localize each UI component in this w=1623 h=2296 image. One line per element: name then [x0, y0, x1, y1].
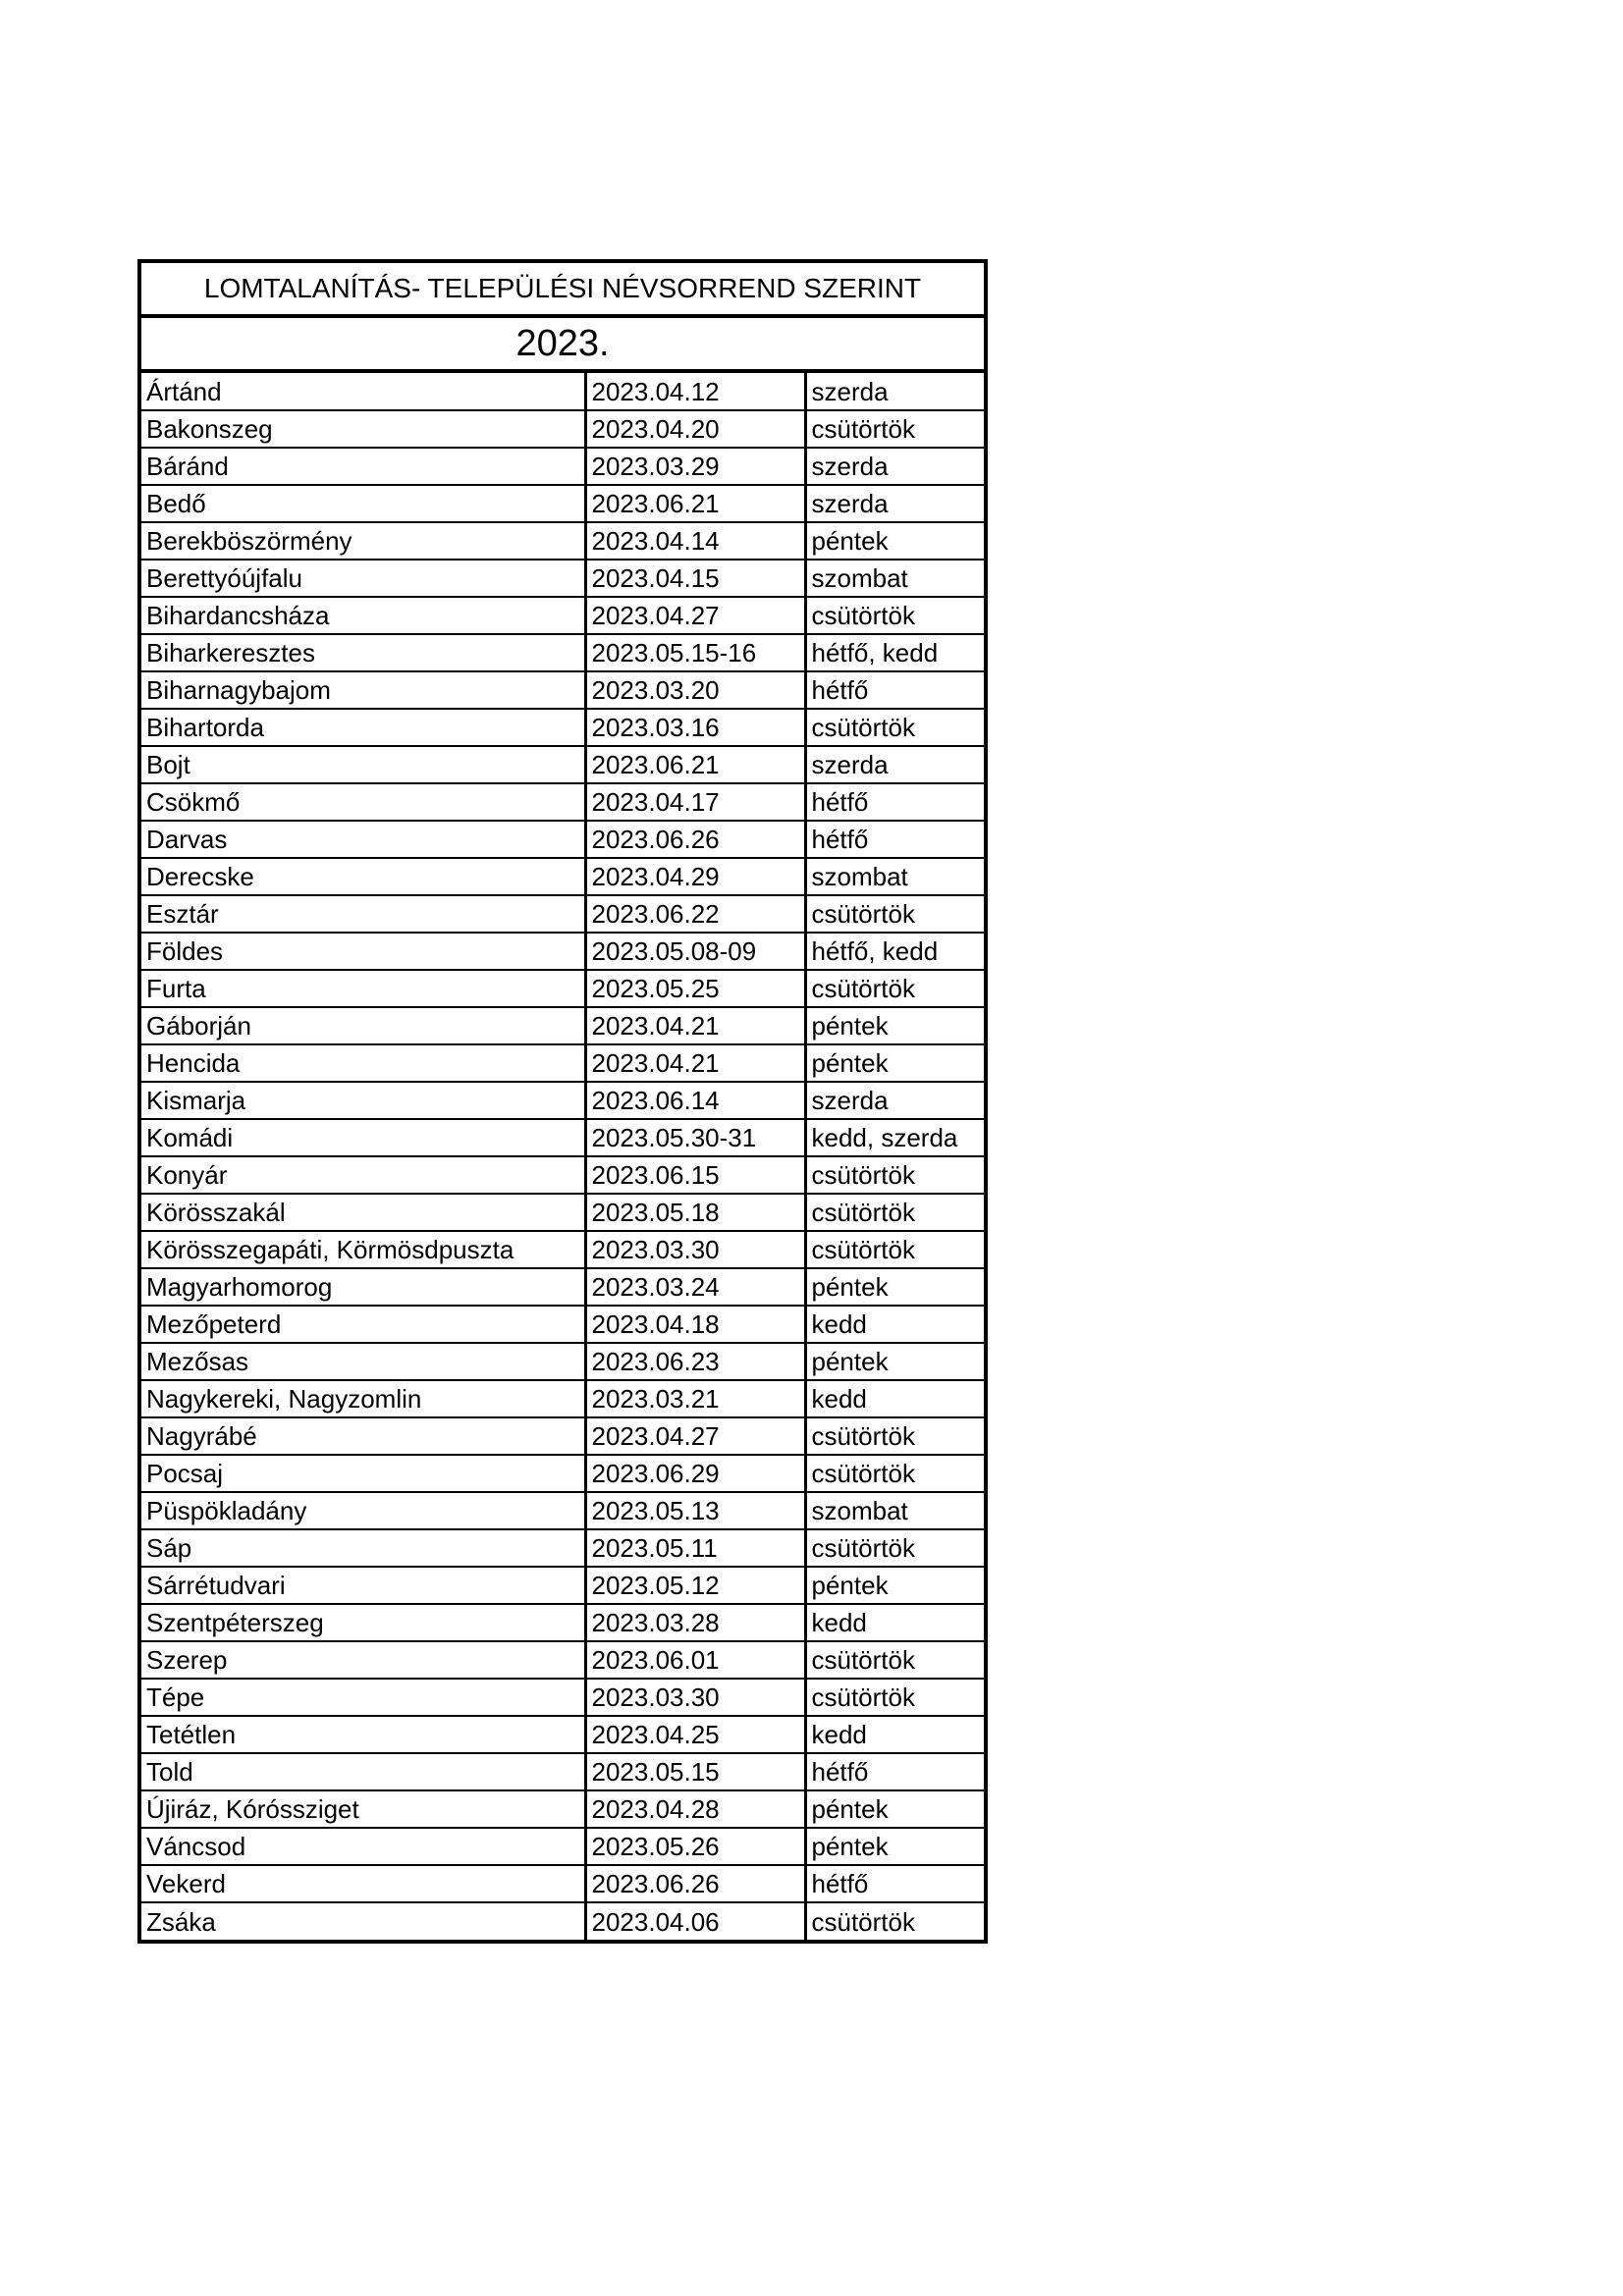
place-cell: Zsáka [141, 1902, 585, 1940]
date-cell: 2023.06.21 [585, 746, 805, 783]
table-row [141, 671, 984, 709]
place-cell: Konyár [141, 1156, 585, 1194]
place-cell: Darvas [141, 821, 585, 858]
date-cell: 2023.04.15 [585, 560, 805, 597]
place-cell: Váncsod [141, 1828, 585, 1865]
place-cell: Újiráz, Kóróssziget [141, 1790, 585, 1828]
place-cell: Vekerd [141, 1865, 585, 1902]
table-row [141, 1194, 984, 1231]
place-cell: Biharnagybajom [141, 671, 585, 709]
weekday-cell: csütörtök [805, 1231, 984, 1268]
place-cell: Báránd [141, 448, 585, 485]
date-cell: 2023.04.14 [585, 522, 805, 560]
weekday-cell: hétfő [805, 671, 984, 709]
weekday-cell: péntek [805, 1044, 984, 1082]
date-cell: 2023.05.15 [585, 1753, 805, 1790]
weekday-cell: hétfő [805, 1753, 984, 1790]
table-row [141, 970, 984, 1007]
place-cell: Mezőpeterd [141, 1306, 585, 1343]
place-cell: Magyarhomorog [141, 1268, 585, 1306]
weekday-cell: hétfő [805, 783, 984, 821]
weekday-cell: csütörtök [805, 1194, 984, 1231]
place-cell: Nagykereki, Nagyzomlin [141, 1380, 585, 1417]
place-cell: Bojt [141, 746, 585, 783]
place-cell: Csökmő [141, 783, 585, 821]
weekday-cell: kedd [805, 1306, 984, 1343]
weekday-cell: hétfő [805, 821, 984, 858]
date-cell: 2023.04.20 [585, 410, 805, 448]
table-row [141, 1641, 984, 1679]
table-row [141, 895, 984, 933]
date-cell: 2023.06.21 [585, 485, 805, 522]
place-cell: Furta [141, 970, 585, 1007]
date-cell: 2023.05.30-31 [585, 1119, 805, 1156]
table-row [141, 1231, 984, 1268]
date-cell: 2023.04.18 [585, 1306, 805, 1343]
table-row [141, 1082, 984, 1119]
date-cell: 2023.05.25 [585, 970, 805, 1007]
table-row [141, 746, 984, 783]
date-cell: 2023.06.15 [585, 1156, 805, 1194]
place-cell: Nagyrábé [141, 1417, 585, 1455]
table-row [141, 1380, 984, 1417]
table-row [141, 1828, 984, 1865]
place-cell: Kismarja [141, 1082, 585, 1119]
table-row [141, 1156, 984, 1194]
weekday-cell: csütörtök [805, 1455, 984, 1492]
weekday-cell: csütörtök [805, 1156, 984, 1194]
date-cell: 2023.04.21 [585, 1007, 805, 1044]
date-cell: 2023.06.23 [585, 1343, 805, 1380]
date-cell: 2023.03.16 [585, 709, 805, 746]
date-cell: 2023.04.21 [585, 1044, 805, 1082]
date-cell: 2023.03.21 [585, 1380, 805, 1417]
table-row [141, 560, 984, 597]
place-cell: Derecske [141, 858, 585, 895]
weekday-cell: péntek [805, 1268, 984, 1306]
date-cell: 2023.03.29 [585, 448, 805, 485]
weekday-cell: péntek [805, 1567, 984, 1604]
document-year: 2023. [141, 318, 984, 373]
table-row [141, 1044, 984, 1082]
table-row [141, 821, 984, 858]
weekday-cell: szombat [805, 1492, 984, 1529]
date-cell: 2023.04.28 [585, 1790, 805, 1828]
date-cell: 2023.04.27 [585, 1417, 805, 1455]
weekday-cell: hétfő, kedd [805, 933, 984, 970]
place-cell: Pocsaj [141, 1455, 585, 1492]
weekday-cell: szerda [805, 485, 984, 522]
place-cell: Sárrétudvari [141, 1567, 585, 1604]
place-cell: Körösszegapáti, Körmösdpuszta [141, 1231, 585, 1268]
weekday-cell: csütörtök [805, 970, 984, 1007]
weekday-cell: péntek [805, 1007, 984, 1044]
table-row [141, 1343, 984, 1380]
table-row [141, 1902, 984, 1940]
date-cell: 2023.06.29 [585, 1455, 805, 1492]
date-cell: 2023.05.08-09 [585, 933, 805, 970]
place-cell: Biharkeresztes [141, 634, 585, 671]
place-cell: Bihardancsháza [141, 597, 585, 634]
table-row [141, 1417, 984, 1455]
date-cell: 2023.05.11 [585, 1529, 805, 1567]
date-cell: 2023.06.26 [585, 821, 805, 858]
place-cell: Berekböszörmény [141, 522, 585, 560]
table-row [141, 634, 984, 671]
date-cell: 2023.03.24 [585, 1268, 805, 1306]
date-cell: 2023.04.27 [585, 597, 805, 634]
table-row [141, 410, 984, 448]
weekday-cell: csütörtök [805, 410, 984, 448]
table-row [141, 1529, 984, 1567]
weekday-cell: szombat [805, 560, 984, 597]
weekday-cell: csütörtök [805, 1641, 984, 1679]
weekday-cell: péntek [805, 1790, 984, 1828]
weekday-cell: kedd [805, 1604, 984, 1641]
weekday-cell: szerda [805, 373, 984, 410]
date-cell: 2023.05.13 [585, 1492, 805, 1529]
table-row [141, 485, 984, 522]
date-cell: 2023.04.06 [585, 1902, 805, 1940]
table-row [141, 1753, 984, 1790]
weekday-cell: csütörtök [805, 1529, 984, 1567]
date-cell: 2023.04.12 [585, 373, 805, 410]
weekday-cell: kedd [805, 1716, 984, 1753]
schedule-sheet [137, 259, 988, 1944]
place-cell: Berettyóújfalu [141, 560, 585, 597]
table-row [141, 1716, 984, 1753]
table-row [141, 1604, 984, 1641]
table-row [141, 1306, 984, 1343]
date-cell: 2023.06.01 [585, 1641, 805, 1679]
table-row [141, 373, 984, 410]
weekday-cell: hétfő, kedd [805, 634, 984, 671]
date-cell: 2023.05.15-16 [585, 634, 805, 671]
table-row [141, 1007, 984, 1044]
weekday-cell: péntek [805, 1828, 984, 1865]
date-cell: 2023.05.26 [585, 1828, 805, 1865]
schedule-table-body [141, 373, 984, 1940]
place-cell: Körösszakál [141, 1194, 585, 1231]
place-cell: Gáborján [141, 1007, 585, 1044]
table-row [141, 783, 984, 821]
table-row [141, 522, 984, 560]
schedule-table [141, 373, 984, 1940]
weekday-cell: szombat [805, 858, 984, 895]
table-row [141, 1567, 984, 1604]
place-cell: Sáp [141, 1529, 585, 1567]
place-cell: Püspökladány [141, 1492, 585, 1529]
date-cell: 2023.04.25 [585, 1716, 805, 1753]
document-title: LOMTALANÍTÁS- TELEPÜLÉSI NÉVSORREND SZERINT [141, 263, 984, 318]
place-cell: Bihartorda [141, 709, 585, 746]
place-cell: Komádi [141, 1119, 585, 1156]
date-cell: 2023.03.30 [585, 1231, 805, 1268]
weekday-cell: csütörtök [805, 1417, 984, 1455]
place-cell: Szentpéterszeg [141, 1604, 585, 1641]
date-cell: 2023.05.18 [585, 1194, 805, 1231]
table-row [141, 1492, 984, 1529]
weekday-cell: szerda [805, 448, 984, 485]
table-row [141, 709, 984, 746]
weekday-cell: kedd [805, 1380, 984, 1417]
weekday-cell: csütörtök [805, 895, 984, 933]
place-cell: Esztár [141, 895, 585, 933]
weekday-cell: péntek [805, 1343, 984, 1380]
weekday-cell: péntek [805, 522, 984, 560]
date-cell: 2023.03.20 [585, 671, 805, 709]
date-cell: 2023.05.12 [585, 1567, 805, 1604]
date-cell: 2023.04.29 [585, 858, 805, 895]
place-cell: Hencida [141, 1044, 585, 1082]
table-row [141, 1790, 984, 1828]
table-row [141, 597, 984, 634]
table-row [141, 1679, 984, 1716]
weekday-cell: csütörtök [805, 709, 984, 746]
place-cell: Tépe [141, 1679, 585, 1716]
weekday-cell: szerda [805, 746, 984, 783]
date-cell: 2023.03.28 [585, 1604, 805, 1641]
table-row [141, 858, 984, 895]
date-cell: 2023.03.30 [585, 1679, 805, 1716]
place-cell: Told [141, 1753, 585, 1790]
table-row [141, 448, 984, 485]
place-cell: Szerep [141, 1641, 585, 1679]
weekday-cell: kedd, szerda [805, 1119, 984, 1156]
weekday-cell: hétfő [805, 1865, 984, 1902]
table-row [141, 933, 984, 970]
date-cell: 2023.06.26 [585, 1865, 805, 1902]
weekday-cell: csütörtök [811, 1906, 915, 1937]
place-cell: Bedő [141, 485, 585, 522]
date-cell: 2023.06.14 [585, 1082, 805, 1119]
table-row [141, 1119, 984, 1156]
table-row [141, 1268, 984, 1306]
weekday-cell: szerda [805, 1082, 984, 1119]
date-cell: 2023.06.22 [585, 895, 805, 933]
place-cell: Tetétlen [141, 1716, 585, 1753]
place-cell: Földes [141, 933, 585, 970]
date-cell: 2023.04.17 [585, 783, 805, 821]
weekday-cell: csütörtök [805, 597, 984, 634]
place-cell: Mezősas [141, 1343, 585, 1380]
weekday-cell: csütörtök [805, 1679, 984, 1716]
table-row [141, 1865, 984, 1902]
place-cell: Ártánd [141, 373, 585, 410]
place-cell: Bakonszeg [141, 410, 585, 448]
table-row [141, 1455, 984, 1492]
